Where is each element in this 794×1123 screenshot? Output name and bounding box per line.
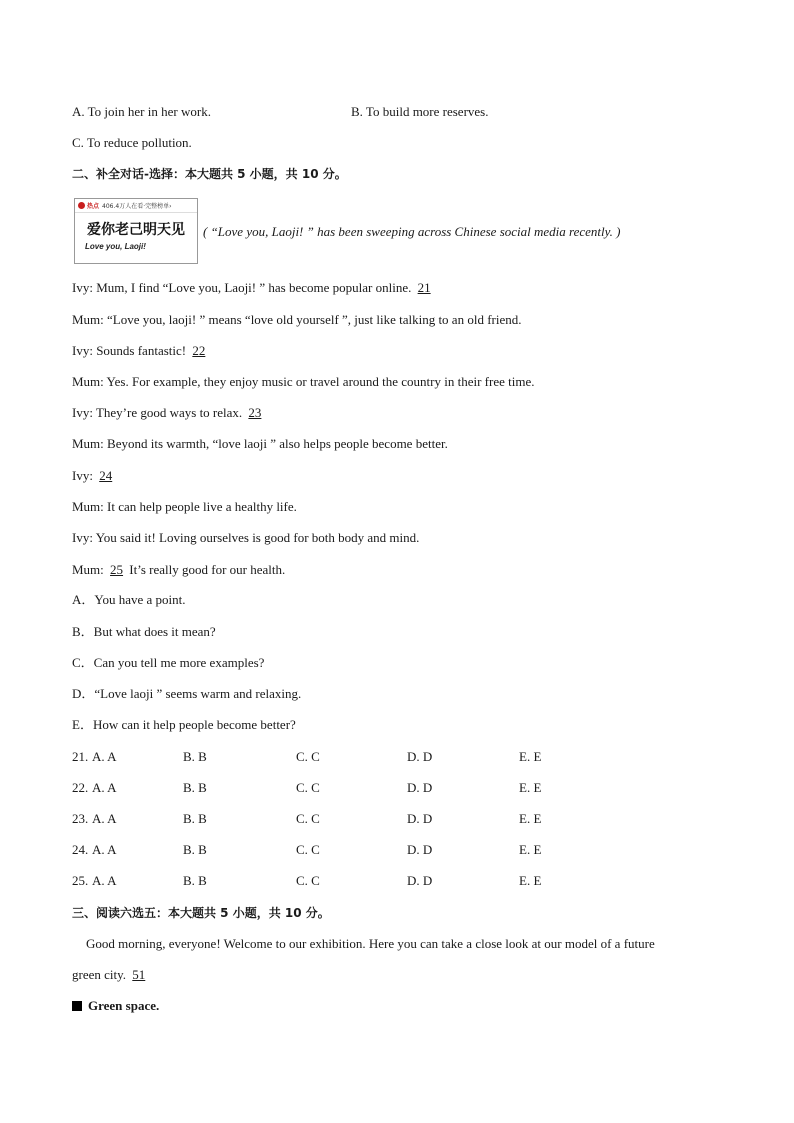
dialogue-text: It’s really good for our health. xyxy=(126,562,286,577)
blank-51[interactable]: 51 xyxy=(132,967,146,982)
answer-option[interactable]: E. E xyxy=(519,811,542,826)
answer-option[interactable]: C. C xyxy=(296,811,320,826)
question-number: 24. xyxy=(72,842,89,857)
dialogue-line xyxy=(72,280,434,296)
dialogue-line xyxy=(72,405,264,421)
blank-25[interactable]: 25 xyxy=(110,562,124,577)
dialogue-text: Mum: “Love you, laoji! ” means “love old yourself ”, just like talking to an old friend. xyxy=(72,312,522,327)
answer-option[interactable]: E. E xyxy=(519,873,542,888)
option-a: A. To join her in her work. xyxy=(72,104,211,119)
fire-icon xyxy=(78,202,85,209)
reading-paragraph-line1: Good morning, everyone! Welcome to our exhibition. Here you can take a close look at our model of a future xyxy=(86,936,655,951)
dialogue-speaker: Mum: xyxy=(72,562,108,577)
hot-badge xyxy=(78,201,99,210)
question-number: 21. xyxy=(72,749,89,764)
blank-21[interactable]: 21 xyxy=(417,280,431,295)
blank-23[interactable]: 23 xyxy=(248,405,262,420)
banner-chinese-slogan: 爱你老己明天见 xyxy=(87,222,185,238)
question-number: 23. xyxy=(72,811,89,826)
blank-22[interactable]: 22 xyxy=(192,343,206,358)
reading-paragraph-line2 xyxy=(72,967,148,983)
dialogue-line xyxy=(72,530,419,546)
answer-option[interactable]: B. B xyxy=(183,780,207,795)
subheading-text: Green space. xyxy=(88,998,160,1013)
answer-option[interactable]: D. D xyxy=(407,873,433,888)
answer-option[interactable]: B. B xyxy=(183,873,207,888)
option-b: B. To build more reserves. xyxy=(351,104,489,119)
choice-item: B．But what does it mean? xyxy=(72,624,216,639)
answer-option[interactable]: D. D xyxy=(407,780,433,795)
answer-option[interactable]: E. E xyxy=(519,749,542,764)
answer-option[interactable]: C. C xyxy=(296,842,320,857)
dialogue-line xyxy=(72,468,115,484)
green-space-subheading xyxy=(72,998,159,1014)
section3-heading: 三、阅读六选五：本大题共 5 小题，共 10 分。 xyxy=(72,906,330,920)
choice-item: E．How can it help people become better? xyxy=(72,717,296,732)
option-c: C. To reduce pollution. xyxy=(72,135,192,150)
dialogue-line-25 xyxy=(72,562,285,578)
answer-option[interactable]: B. B xyxy=(183,842,207,857)
dialogue-line xyxy=(72,436,448,452)
dialogue-text: Ivy: Sounds fantastic! xyxy=(72,343,190,358)
laoji-banner-image xyxy=(74,198,198,264)
dialogue-line xyxy=(72,312,521,328)
answer-option[interactable]: C. C xyxy=(296,780,320,795)
answer-option[interactable]: C. C xyxy=(296,749,320,764)
answer-option[interactable]: C. C xyxy=(296,873,320,888)
dialogue-text: Ivy: Mum, I find “Love you, Laoji! ” has become popular online. xyxy=(72,280,415,295)
answer-option[interactable]: E. E xyxy=(519,842,542,857)
dialogue-text: Mum: Yes. For example, they enjoy music or travel around the country in their free time. xyxy=(72,374,535,389)
dialogue-text: Mum: It can help people live a healthy life. xyxy=(72,499,297,514)
choice-item: D．“Love laoji ” seems warm and relaxing. xyxy=(72,686,302,701)
answer-option[interactable]: A. A xyxy=(92,811,117,826)
answer-option[interactable]: A. A xyxy=(92,780,117,795)
answer-option[interactable]: A. A xyxy=(92,842,117,857)
dialogue-line xyxy=(72,343,208,359)
banner-english-slogan: Love you, Laoji! xyxy=(85,242,146,251)
answer-option[interactable]: A. A xyxy=(92,749,117,764)
blank-24[interactable]: 24 xyxy=(99,468,113,483)
dialogue-text: Ivy: You said it! Loving ourselves is good for both body and mind. xyxy=(72,530,420,545)
answer-option[interactable]: D. D xyxy=(407,749,433,764)
section2-heading: 二、补全对话-选择：本大题共 5 小题，共 10 分。 xyxy=(72,167,347,181)
answer-option[interactable]: D. D xyxy=(407,811,433,826)
answer-option[interactable]: E. E xyxy=(519,780,542,795)
dialogue-text: Mum: Beyond its warmth, “love laoji ” also helps people become better. xyxy=(72,436,448,451)
answer-option[interactable]: B. B xyxy=(183,749,207,764)
dialogue-line xyxy=(72,499,297,515)
answer-option[interactable]: D. D xyxy=(407,842,433,857)
banner-caption: ( “Love you, Laoji! ” has been sweeping across Chinese social media recently. ) xyxy=(203,224,621,239)
dialogue-text: Ivy: xyxy=(72,468,97,483)
views-count: 406.4万人在看·完整榜单› xyxy=(102,203,172,210)
question-number: 25. xyxy=(72,873,89,888)
choice-item: C．Can you tell me more examples? xyxy=(72,655,265,670)
choice-item: A．You have a point. xyxy=(72,592,186,607)
question-number: 22. xyxy=(72,780,89,795)
answer-option[interactable]: A. A xyxy=(92,873,117,888)
dialogue-line xyxy=(72,374,534,390)
square-bullet-icon xyxy=(72,1001,82,1011)
banner-topbar xyxy=(75,199,197,213)
dialogue-text: Ivy: They’re good ways to relax. xyxy=(72,405,246,420)
hot-label: 热点 xyxy=(87,203,100,210)
paragraph-text: green city. xyxy=(72,967,130,982)
answer-option[interactable]: B. B xyxy=(183,811,207,826)
